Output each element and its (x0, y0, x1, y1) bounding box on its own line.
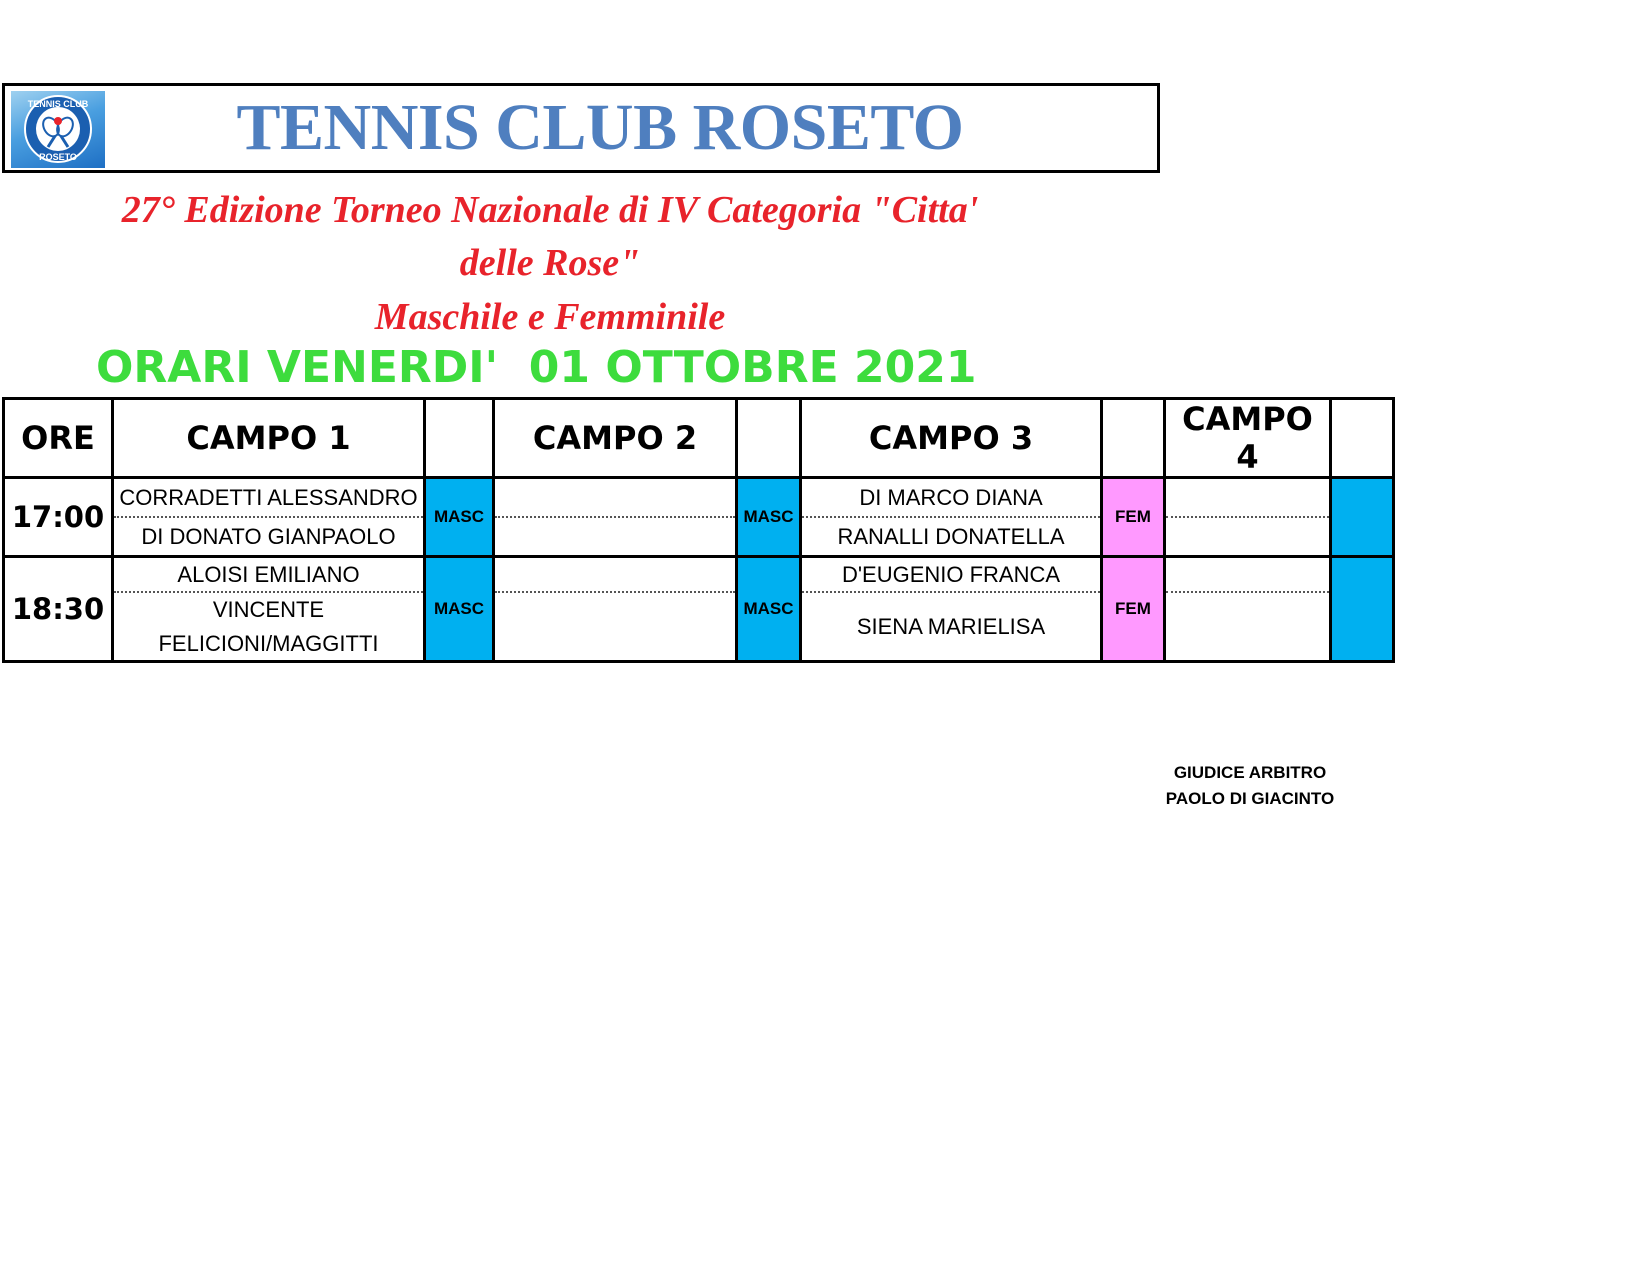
player-name (1166, 479, 1329, 518)
header-campo-1-tag (425, 399, 494, 478)
player-name: D'EUGENIO FRANCA (802, 558, 1100, 593)
table-row (4, 478, 1394, 557)
header-campo-4: CAMPO 4 (1165, 399, 1331, 478)
category-tag (1331, 557, 1394, 662)
player-name: CORRADETTI ALESSANDRO (114, 479, 423, 518)
category-tag: MASC (737, 557, 801, 662)
player-name: FELICIONI/MAGGITTI (158, 631, 379, 656)
player-name (495, 479, 735, 518)
svg-text:ROSETO: ROSETO (39, 152, 77, 162)
header-campo-3: CAMPO 3 (801, 399, 1102, 478)
header-ore: ORE (4, 399, 113, 478)
player-name (1166, 558, 1329, 593)
category-tag: FEM (1102, 557, 1165, 662)
match-campo-1 (113, 478, 425, 557)
player-name (1166, 593, 1329, 660)
player-name (495, 558, 735, 593)
player-name: ALOISI EMILIANO (114, 558, 423, 593)
tournament-title-line1: 27° Edizione Torneo Nazionale di IV Categoria "Citta' (121, 189, 979, 231)
player-name (495, 518, 735, 555)
header-campo-2-tag (737, 399, 801, 478)
match-campo-3 (801, 557, 1102, 662)
match-campo-3 (801, 478, 1102, 557)
match-campo-1 (113, 557, 425, 662)
svg-text:TENNIS CLUB: TENNIS CLUB (27, 99, 89, 109)
header-campo-2: CAMPO 2 (494, 399, 737, 478)
category-tag: MASC (425, 478, 494, 557)
header-campo-4-tag (1331, 399, 1394, 478)
player-name: VINCENTE (212, 597, 325, 622)
club-title: TENNIS CLUB ROSETO (236, 91, 964, 164)
time-cell: 18:30 (4, 557, 113, 662)
club-header (2, 83, 1160, 173)
match-campo-4 (1165, 557, 1331, 662)
header-campo-3-tag (1102, 399, 1165, 478)
player-name: DI MARCO DIANA (802, 479, 1100, 518)
player-name: DI DONATO GIANPAOLO (141, 524, 396, 549)
category-tag: MASC (425, 557, 494, 662)
category-tag: FEM (1102, 478, 1165, 557)
player-name: SIENA MARIELISA (856, 614, 1046, 639)
header-campo-1: CAMPO 1 (113, 399, 425, 478)
referee-name: PAOLO DI GIACINTO (1165, 789, 1335, 808)
category-tag (1331, 478, 1394, 557)
player-name (1166, 518, 1329, 555)
player-name: RANALLI DONATELLA (837, 524, 1065, 549)
category-tag: MASC (737, 478, 801, 557)
schedule-table (2, 397, 1395, 663)
tournament-category: Maschile e Femminile (374, 296, 726, 338)
table-row (4, 557, 1394, 662)
match-campo-2 (494, 557, 737, 662)
match-campo-4 (1165, 478, 1331, 557)
time-cell: 17:00 (4, 478, 113, 557)
table-header-row (4, 399, 1394, 478)
schedule-date-title: ORARI VENERDI' 01 OTTOBRE 2021 (96, 342, 977, 393)
referee-label: GIUDICE ARBITRO (1173, 763, 1327, 782)
match-campo-2 (494, 478, 737, 557)
tournament-title-line2: delle Rose" (459, 242, 641, 284)
player-name (495, 593, 735, 660)
